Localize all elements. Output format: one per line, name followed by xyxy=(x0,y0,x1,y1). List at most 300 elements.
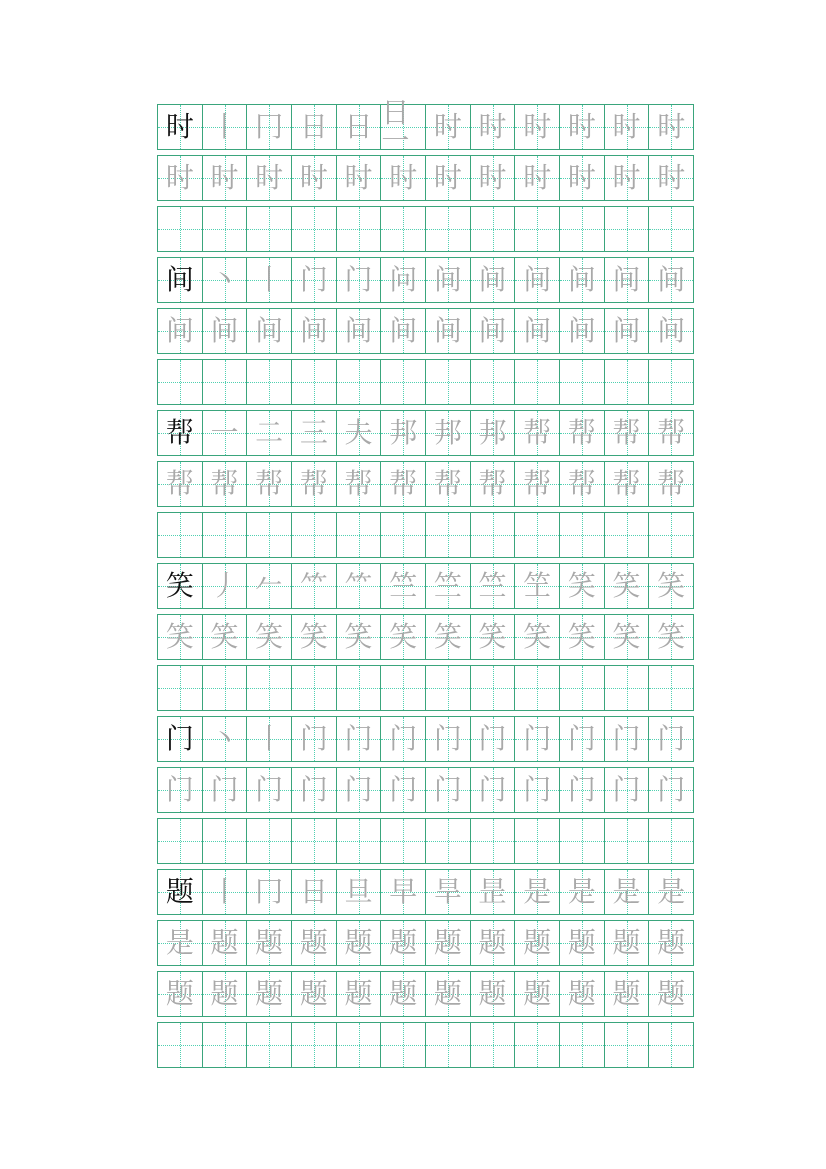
trace-character: 笑 xyxy=(210,620,239,653)
grid-cell[interactable] xyxy=(515,870,560,914)
grid-cell[interactable] xyxy=(426,564,471,608)
trace-character: 帮 xyxy=(433,467,462,500)
grid-cell[interactable] xyxy=(381,258,426,302)
trace-character: 是 xyxy=(567,875,596,908)
trace-character: 题 xyxy=(657,977,686,1010)
grid-cell[interactable] xyxy=(292,258,337,302)
grid-cell[interactable] xyxy=(203,156,248,200)
grid-cell[interactable] xyxy=(337,564,382,608)
grid-cell[interactable] xyxy=(381,717,426,761)
grid-cell[interactable] xyxy=(337,870,382,914)
grid-cell[interactable] xyxy=(203,105,248,149)
grid-cell[interactable] xyxy=(649,360,693,404)
grid-cell[interactable] xyxy=(471,258,516,302)
grid-cell[interactable] xyxy=(560,513,605,557)
trace-character: 题 xyxy=(567,977,596,1010)
grid-cell[interactable] xyxy=(381,666,426,710)
grid-cell[interactable] xyxy=(292,156,337,200)
trace-character: 笑 xyxy=(344,620,373,653)
trace-character: 题 xyxy=(523,977,552,1010)
grid-cell[interactable] xyxy=(247,258,292,302)
grid-cell[interactable] xyxy=(158,360,203,404)
grid-cell[interactable] xyxy=(471,1023,516,1067)
grid-cell[interactable] xyxy=(515,666,560,710)
grid-cell[interactable] xyxy=(560,207,605,251)
grid-cell[interactable] xyxy=(471,411,516,455)
grid-cell[interactable] xyxy=(203,1023,248,1067)
trace-character: 时 xyxy=(433,110,462,143)
trace-character: 时 xyxy=(567,110,596,143)
trace-character: 帮 xyxy=(344,467,373,500)
grid-cell[interactable] xyxy=(605,921,650,965)
grid-cell[interactable] xyxy=(158,309,203,353)
grid-cell[interactable] xyxy=(471,972,516,1016)
trace-character: 间 xyxy=(255,314,284,347)
trace-character: 间 xyxy=(567,314,596,347)
trace-character: 笑 xyxy=(478,620,507,653)
grid-cell[interactable] xyxy=(203,819,248,863)
grid-cell[interactable] xyxy=(426,819,471,863)
grid-cell[interactable] xyxy=(158,717,203,761)
grid-cell[interactable] xyxy=(337,717,382,761)
trace-character: 丶 xyxy=(210,722,239,755)
trace-character: 时 xyxy=(165,161,194,194)
grid-cell[interactable] xyxy=(337,462,382,506)
grid-cell[interactable] xyxy=(649,309,693,353)
grid-cell[interactable] xyxy=(292,717,337,761)
grid-cell[interactable] xyxy=(203,972,248,1016)
grid-cell[interactable] xyxy=(381,513,426,557)
grid-cell[interactable] xyxy=(515,309,560,353)
trace-character: 帮 xyxy=(478,467,507,500)
grid-cell[interactable] xyxy=(471,462,516,506)
grid-cell[interactable] xyxy=(381,615,426,659)
grid-cell[interactable] xyxy=(158,972,203,1016)
trace-character: 笑 xyxy=(567,569,596,602)
trace-character: 题 xyxy=(255,977,284,1010)
model-character: 时 xyxy=(165,110,194,143)
grid-cell[interactable] xyxy=(649,972,693,1016)
grid-cell[interactable] xyxy=(560,768,605,812)
grid-cell[interactable] xyxy=(471,921,516,965)
grid-cell[interactable] xyxy=(337,156,382,200)
grid-cell[interactable] xyxy=(247,1023,292,1067)
trace-character: 门 xyxy=(344,263,373,296)
grid-cell[interactable] xyxy=(203,768,248,812)
trace-character: 时 xyxy=(299,161,328,194)
grid-cell[interactable] xyxy=(605,105,650,149)
trace-character: 帮 xyxy=(299,467,328,500)
grid-cell[interactable] xyxy=(560,921,605,965)
grid-cell[interactable] xyxy=(605,207,650,251)
grid-cell[interactable] xyxy=(426,1023,471,1067)
grid-cell[interactable] xyxy=(158,105,203,149)
trace-character: 笑 xyxy=(657,569,686,602)
grid-cell[interactable] xyxy=(247,870,292,914)
grid-cell[interactable] xyxy=(203,360,248,404)
grid-cell[interactable] xyxy=(649,156,693,200)
grid-cell[interactable] xyxy=(158,156,203,200)
model-character: 笑 xyxy=(165,569,194,602)
grid-row xyxy=(157,716,694,762)
grid-cell[interactable] xyxy=(381,411,426,455)
grid-cell[interactable] xyxy=(649,462,693,506)
grid-cell[interactable] xyxy=(337,972,382,1016)
trace-character: 竺 xyxy=(433,569,462,602)
grid-cell[interactable] xyxy=(247,207,292,251)
grid-cell[interactable] xyxy=(515,258,560,302)
grid-cell[interactable] xyxy=(515,105,560,149)
grid-row xyxy=(157,512,694,558)
grid-cell[interactable] xyxy=(247,105,292,149)
grid-cell[interactable] xyxy=(292,207,337,251)
grid-cell[interactable] xyxy=(605,513,650,557)
grid-cell[interactable] xyxy=(337,105,382,149)
grid-cell[interactable] xyxy=(337,360,382,404)
grid-cell[interactable] xyxy=(605,258,650,302)
grid-cell[interactable] xyxy=(649,717,693,761)
trace-character: 门 xyxy=(612,722,641,755)
grid-cell[interactable] xyxy=(471,819,516,863)
grid-cell[interactable] xyxy=(471,207,516,251)
trace-character: 门 xyxy=(389,722,418,755)
grid-cell[interactable] xyxy=(605,717,650,761)
grid-row xyxy=(157,971,694,1017)
grid-cell[interactable] xyxy=(381,156,426,200)
trace-character: 题 xyxy=(299,977,328,1010)
grid-cell[interactable] xyxy=(426,513,471,557)
grid-cell[interactable] xyxy=(337,207,382,251)
grid-cell[interactable] xyxy=(247,768,292,812)
grid-cell[interactable] xyxy=(605,1023,650,1067)
grid-cell[interactable] xyxy=(203,411,248,455)
grid-cell[interactable] xyxy=(337,309,382,353)
grid-cell[interactable] xyxy=(515,921,560,965)
trace-character: 笑 xyxy=(657,620,686,653)
grid-cell[interactable] xyxy=(605,819,650,863)
grid-cell[interactable] xyxy=(158,921,203,965)
grid-cell[interactable] xyxy=(649,768,693,812)
grid-cell[interactable] xyxy=(515,513,560,557)
grid-cell[interactable] xyxy=(203,309,248,353)
grid-cell[interactable] xyxy=(203,615,248,659)
grid-cell[interactable] xyxy=(247,819,292,863)
trace-character: 丨 xyxy=(210,875,239,908)
grid-cell[interactable] xyxy=(515,360,560,404)
grid-cell[interactable] xyxy=(426,768,471,812)
grid-cell[interactable] xyxy=(158,411,203,455)
grid-cell[interactable] xyxy=(560,870,605,914)
grid-cell[interactable] xyxy=(337,666,382,710)
grid-cell[interactable] xyxy=(292,105,337,149)
grid-cell[interactable] xyxy=(426,921,471,965)
grid-cell[interactable] xyxy=(560,717,605,761)
grid-cell[interactable] xyxy=(426,207,471,251)
grid-cell[interactable] xyxy=(515,768,560,812)
grid-cell[interactable] xyxy=(158,207,203,251)
grid-cell[interactable] xyxy=(605,360,650,404)
grid-cell[interactable] xyxy=(158,513,203,557)
grid-cell[interactable] xyxy=(471,615,516,659)
grid-cell[interactable] xyxy=(158,462,203,506)
grid-cell[interactable] xyxy=(426,258,471,302)
grid-cell[interactable] xyxy=(560,1023,605,1067)
trace-character: 帮 xyxy=(389,467,418,500)
trace-character: 冂 xyxy=(255,110,284,143)
grid-cell[interactable] xyxy=(426,105,471,149)
grid-cell[interactable] xyxy=(292,411,337,455)
grid-cell[interactable] xyxy=(381,972,426,1016)
trace-character: 门 xyxy=(210,773,239,806)
grid-cell[interactable] xyxy=(426,462,471,506)
trace-character: 笑 xyxy=(523,620,552,653)
trace-character: 邦 xyxy=(389,416,418,449)
trace-character: 是 xyxy=(165,926,194,959)
grid-cell[interactable] xyxy=(158,666,203,710)
trace-character: 间 xyxy=(567,263,596,296)
grid-cell[interactable] xyxy=(426,156,471,200)
trace-character: 三 xyxy=(299,416,328,449)
trace-character: 笑 xyxy=(255,620,284,653)
grid-cell[interactable] xyxy=(471,156,516,200)
grid-cell[interactable] xyxy=(247,972,292,1016)
trace-character: 门 xyxy=(255,773,284,806)
grid-cell[interactable] xyxy=(515,615,560,659)
grid-cell[interactable] xyxy=(649,666,693,710)
grid-cell[interactable] xyxy=(471,666,516,710)
model-character: 间 xyxy=(165,263,194,296)
grid-cell[interactable] xyxy=(292,870,337,914)
grid-cell[interactable] xyxy=(515,564,560,608)
grid-cell[interactable] xyxy=(560,309,605,353)
grid-cell[interactable] xyxy=(560,819,605,863)
grid-cell[interactable] xyxy=(560,105,605,149)
grid-cell[interactable] xyxy=(605,309,650,353)
trace-character: 题 xyxy=(612,926,641,959)
grid-cell[interactable] xyxy=(158,615,203,659)
grid-cell[interactable] xyxy=(605,462,650,506)
grid-cell[interactable] xyxy=(515,207,560,251)
grid-cell[interactable] xyxy=(247,156,292,200)
grid-cell[interactable] xyxy=(649,1023,693,1067)
grid-cell[interactable] xyxy=(471,360,516,404)
trace-character: 门 xyxy=(299,263,328,296)
grid-cell[interactable] xyxy=(337,258,382,302)
grid-cell[interactable] xyxy=(337,615,382,659)
grid-cell[interactable] xyxy=(560,972,605,1016)
grid-cell[interactable] xyxy=(471,870,516,914)
grid-cell[interactable] xyxy=(203,513,248,557)
grid-cell[interactable] xyxy=(381,768,426,812)
grid-cell[interactable] xyxy=(203,870,248,914)
grid-cell[interactable] xyxy=(515,819,560,863)
grid-cell[interactable] xyxy=(381,360,426,404)
grid-cell[interactable] xyxy=(247,666,292,710)
grid-cell[interactable] xyxy=(292,768,337,812)
grid-cell[interactable] xyxy=(515,717,560,761)
trace-character: 冂 xyxy=(255,875,284,908)
grid-cell[interactable] xyxy=(560,462,605,506)
grid-cell[interactable] xyxy=(471,513,516,557)
grid-cell[interactable] xyxy=(203,717,248,761)
grid-cell[interactable] xyxy=(337,513,382,557)
trace-character: 旦 xyxy=(344,875,373,908)
grid-cell[interactable] xyxy=(292,1023,337,1067)
grid-cell[interactable] xyxy=(471,717,516,761)
grid-cell[interactable] xyxy=(649,921,693,965)
grid-cell[interactable] xyxy=(471,309,516,353)
grid-cell[interactable] xyxy=(471,768,516,812)
grid-cell[interactable] xyxy=(247,462,292,506)
grid-cell[interactable] xyxy=(649,105,693,149)
grid-cell[interactable] xyxy=(560,411,605,455)
trace-character: 笑 xyxy=(567,620,596,653)
grid-cell[interactable] xyxy=(426,360,471,404)
grid-cell[interactable] xyxy=(605,666,650,710)
trace-character: 帮 xyxy=(210,467,239,500)
trace-character: 门 xyxy=(344,773,373,806)
grid-cell[interactable] xyxy=(158,819,203,863)
grid-row xyxy=(157,155,694,201)
grid-cell[interactable] xyxy=(605,156,650,200)
grid-cell[interactable] xyxy=(426,615,471,659)
grid-cell[interactable] xyxy=(471,105,516,149)
grid-cell[interactable] xyxy=(605,870,650,914)
trace-character: 门 xyxy=(344,722,373,755)
grid-cell[interactable] xyxy=(560,258,605,302)
grid-cell[interactable] xyxy=(381,462,426,506)
trace-character: 是 xyxy=(523,875,552,908)
grid-cell[interactable] xyxy=(560,564,605,608)
grid-cell[interactable] xyxy=(649,615,693,659)
grid-cell[interactable] xyxy=(203,921,248,965)
grid-cell[interactable] xyxy=(649,411,693,455)
grid-cell[interactable] xyxy=(337,411,382,455)
grid-cell[interactable] xyxy=(426,870,471,914)
grid-cell[interactable] xyxy=(203,462,248,506)
grid-cell[interactable] xyxy=(649,564,693,608)
grid-cell[interactable] xyxy=(649,870,693,914)
grid-cell[interactable] xyxy=(560,156,605,200)
grid-cell[interactable] xyxy=(560,360,605,404)
grid-row xyxy=(157,359,694,405)
grid-cell[interactable] xyxy=(381,819,426,863)
grid-cell[interactable] xyxy=(560,666,605,710)
grid-cell[interactable] xyxy=(292,309,337,353)
grid-cell[interactable] xyxy=(381,207,426,251)
grid-cell[interactable] xyxy=(605,564,650,608)
grid-cell[interactable] xyxy=(337,768,382,812)
grid-cell[interactable] xyxy=(158,768,203,812)
grid-cell[interactable] xyxy=(337,819,382,863)
grid-cell[interactable] xyxy=(426,666,471,710)
grid-cell[interactable] xyxy=(247,921,292,965)
grid-cell[interactable] xyxy=(203,258,248,302)
grid-cell[interactable] xyxy=(649,513,693,557)
grid-cell[interactable] xyxy=(649,819,693,863)
grid-cell[interactable] xyxy=(605,411,650,455)
trace-character: 笑 xyxy=(612,569,641,602)
grid-cell[interactable] xyxy=(381,1023,426,1067)
grid-cell[interactable] xyxy=(292,360,337,404)
trace-character: 丿 xyxy=(210,569,239,602)
grid-cell[interactable] xyxy=(426,717,471,761)
trace-character: 间 xyxy=(210,314,239,347)
grid-cell[interactable] xyxy=(515,462,560,506)
trace-character: 题 xyxy=(478,926,507,959)
grid-cell[interactable] xyxy=(247,309,292,353)
grid-cell[interactable] xyxy=(292,666,337,710)
grid-cell[interactable] xyxy=(605,615,650,659)
grid-cell[interactable] xyxy=(337,921,382,965)
grid-cell[interactable] xyxy=(381,564,426,608)
grid-cell[interactable] xyxy=(203,207,248,251)
grid-cell[interactable] xyxy=(292,819,337,863)
grid-cell[interactable] xyxy=(203,564,248,608)
trace-character: 丨 xyxy=(255,263,284,296)
grid-cell[interactable] xyxy=(158,1023,203,1067)
grid-cell[interactable] xyxy=(247,411,292,455)
grid-cell[interactable] xyxy=(247,360,292,404)
trace-character: 丨 xyxy=(255,722,284,755)
grid-cell[interactable] xyxy=(381,870,426,914)
grid-cell[interactable] xyxy=(247,513,292,557)
grid-cell[interactable] xyxy=(515,156,560,200)
grid-cell[interactable] xyxy=(158,258,203,302)
trace-character: 间 xyxy=(478,314,507,347)
grid-cell[interactable] xyxy=(247,564,292,608)
grid-cell[interactable] xyxy=(292,564,337,608)
grid-cell[interactable] xyxy=(292,921,337,965)
trace-character: 日一 xyxy=(381,96,410,157)
trace-character: 帮 xyxy=(612,416,641,449)
trace-character: 门 xyxy=(478,722,507,755)
trace-character: 帮 xyxy=(657,467,686,500)
trace-character: 题 xyxy=(433,926,462,959)
trace-character: 间 xyxy=(433,314,462,347)
grid-cell[interactable] xyxy=(515,1023,560,1067)
grid-cell[interactable] xyxy=(515,411,560,455)
grid-cell[interactable] xyxy=(649,258,693,302)
grid-cell[interactable] xyxy=(337,1023,382,1067)
grid-row xyxy=(157,257,694,303)
grid-cell[interactable] xyxy=(605,768,650,812)
grid-cell[interactable] xyxy=(515,972,560,1016)
grid-cell[interactable] xyxy=(381,309,426,353)
grid-cell[interactable] xyxy=(471,564,516,608)
grid-cell[interactable] xyxy=(247,717,292,761)
trace-character: 时 xyxy=(344,161,373,194)
grid-cell[interactable] xyxy=(158,564,203,608)
grid-cell[interactable] xyxy=(426,309,471,353)
grid-cell[interactable] xyxy=(426,411,471,455)
grid-cell[interactable] xyxy=(292,462,337,506)
grid-cell[interactable] xyxy=(292,615,337,659)
grid-cell[interactable] xyxy=(158,870,203,914)
grid-cell[interactable] xyxy=(203,666,248,710)
grid-cell[interactable] xyxy=(381,921,426,965)
grid-cell[interactable] xyxy=(292,972,337,1016)
grid-cell[interactable] xyxy=(560,615,605,659)
trace-character: 时 xyxy=(523,161,552,194)
grid-cell[interactable] xyxy=(292,513,337,557)
grid-cell[interactable] xyxy=(605,972,650,1016)
grid-cell[interactable] xyxy=(381,96,426,157)
trace-character: 间 xyxy=(299,314,328,347)
grid-cell[interactable] xyxy=(247,615,292,659)
grid-cell[interactable] xyxy=(649,207,693,251)
grid-cell[interactable] xyxy=(426,972,471,1016)
